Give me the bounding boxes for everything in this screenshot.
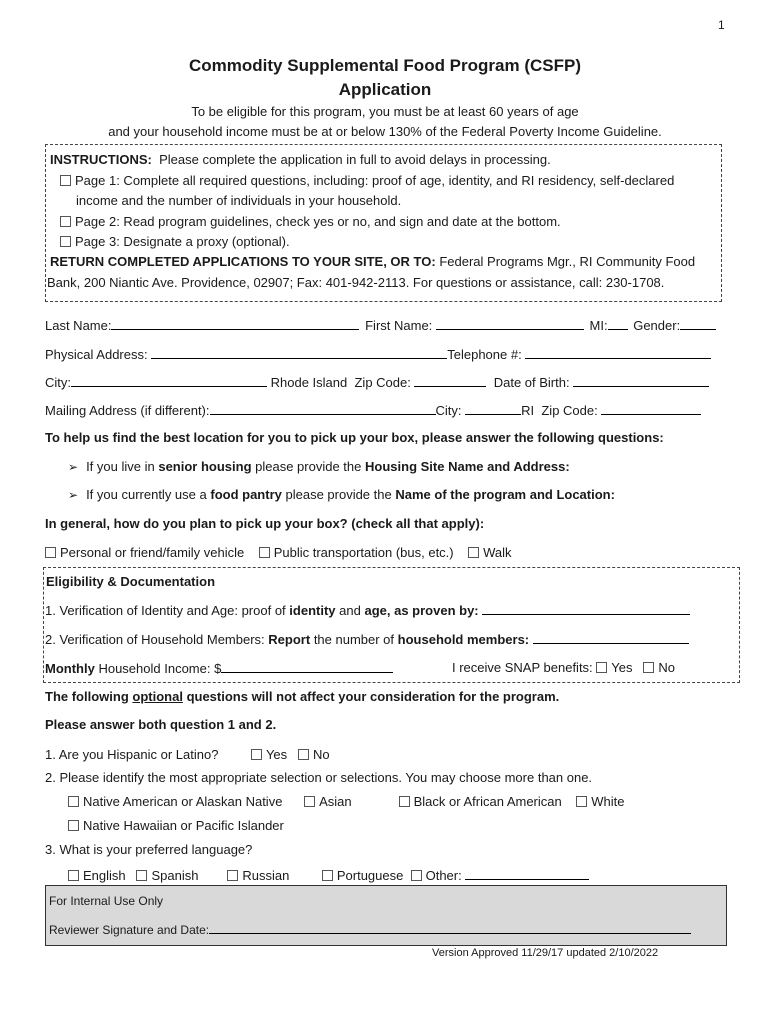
proof-field[interactable] xyxy=(482,602,690,615)
mi-field[interactable] xyxy=(608,317,628,330)
vehicle-checkbox[interactable] xyxy=(45,547,56,558)
optional-pre: The following xyxy=(45,689,129,704)
native-american-label: Native American or Alaskan Native xyxy=(83,794,283,809)
income-field[interactable] xyxy=(221,660,393,673)
telephone-label: Telephone #: xyxy=(447,347,522,362)
question-1 xyxy=(45,747,330,762)
mailing-city-field[interactable] xyxy=(465,402,521,415)
russian-checkbox[interactable] xyxy=(227,870,238,881)
address-row xyxy=(45,346,711,362)
white-label: White xyxy=(591,794,625,809)
ri-label: RI xyxy=(521,403,535,418)
name-row xyxy=(45,317,716,333)
pickup-question: In general, how do you plan to pick up your box? (check all that apply): xyxy=(45,516,485,531)
item1-identity: identity xyxy=(289,603,336,618)
language-row xyxy=(68,867,589,883)
food-pantry-item xyxy=(68,487,615,502)
arrow-icon: ➢ xyxy=(68,460,79,474)
instruction-item-2 xyxy=(60,214,561,229)
q1-text: 1. Are you Hispanic or Latino? xyxy=(45,747,219,762)
snap-yes-label: Yes xyxy=(611,660,633,675)
page-number: 1 xyxy=(718,18,725,32)
spanish-label: Spanish xyxy=(151,868,199,883)
asian-label: Asian xyxy=(319,794,352,809)
mailing-label: Mailing Address (if different): xyxy=(45,403,210,418)
reviewer-signature-field[interactable] xyxy=(209,923,691,934)
internal-use-label: For Internal Use Only xyxy=(49,894,164,908)
item2-mid: the number of xyxy=(313,632,395,647)
eligibility-item-2 xyxy=(45,631,689,647)
optional-note xyxy=(45,689,559,704)
ri-zip-field[interactable] xyxy=(601,402,701,415)
instruction-text: Page 1: Complete all required questions, including: proof of age, identity, and RI residency, self-declared xyxy=(75,173,675,188)
instruction-item-3 xyxy=(60,234,290,249)
hawaiian-checkbox[interactable] xyxy=(68,820,79,831)
last-name-field[interactable] xyxy=(111,317,359,330)
snap-no-checkbox[interactable] xyxy=(643,662,654,673)
snap-label: I receive SNAP benefits: xyxy=(452,660,593,675)
snap-yes-checkbox[interactable] xyxy=(596,662,607,673)
hispanic-no-label: No xyxy=(313,747,330,762)
pantry-bold: food pantry xyxy=(210,487,282,502)
item1-and: and xyxy=(339,603,361,618)
ri-zip-label: Zip Code: xyxy=(541,403,598,418)
russian-label: Russian xyxy=(242,868,290,883)
walk-checkbox[interactable] xyxy=(468,547,479,558)
item2-report: Report xyxy=(268,632,311,647)
senior-mid: please provide the xyxy=(255,459,362,474)
instruction-text: Page 2: Read program guidelines, check yes or no, and sign and date at the bottom. xyxy=(75,214,561,229)
item1-end: , as proven by: xyxy=(386,603,479,618)
black-label: Black or African American xyxy=(413,794,562,809)
return-text: Federal Programs Mgr., RI Community Food xyxy=(439,254,696,269)
spanish-checkbox[interactable] xyxy=(136,870,147,881)
bullet-box-icon xyxy=(60,236,71,247)
other-language-label: Other: xyxy=(425,868,462,883)
form-title-line2: Application xyxy=(338,80,432,99)
answer-instruction: Please answer both question 1 and 2. xyxy=(45,717,277,732)
city-field[interactable] xyxy=(71,374,267,387)
instructions-line xyxy=(50,152,551,167)
mailing-row xyxy=(45,402,701,418)
first-name-field[interactable] xyxy=(436,317,584,330)
income-monthly: Monthly xyxy=(45,661,95,676)
instructions-text: Please complete the application in full to avoid delays in processing. xyxy=(159,152,551,167)
state-label: Rhode Island xyxy=(270,375,348,390)
arrow-icon: ➢ xyxy=(68,488,79,502)
reviewer-label: Reviewer Signature and Date: xyxy=(49,923,210,937)
public-transport-label: Public transportation (bus, etc.) xyxy=(273,545,454,560)
city-row xyxy=(45,374,709,390)
portuguese-label: Portuguese xyxy=(336,868,404,883)
mailing-city-label: City: xyxy=(435,403,462,418)
bullet-box-icon xyxy=(60,216,71,227)
senior-housing-item xyxy=(68,459,570,474)
dob-field[interactable] xyxy=(573,374,709,387)
item2-household: household members: xyxy=(397,632,530,647)
instructions-label: INSTRUCTIONS: xyxy=(50,152,152,167)
instruction-item-1 xyxy=(60,173,674,188)
location-question: To help us find the best location for you to pick up your box, please answer the following questions: xyxy=(45,430,664,445)
senior-bold: senior housing xyxy=(158,459,252,474)
asian-checkbox[interactable] xyxy=(304,796,315,807)
return-label: RETURN COMPLETED APPLICATIONS TO YOUR SITE, OR TO: xyxy=(50,254,436,269)
vehicle-label: Personal or friend/family vehicle xyxy=(60,545,245,560)
income-row xyxy=(45,660,393,676)
walk-label: Walk xyxy=(483,545,512,560)
eligibility-item-1 xyxy=(45,602,690,618)
hispanic-yes-label: Yes xyxy=(265,747,288,762)
english-label: English xyxy=(83,868,126,883)
race-row-1 xyxy=(68,794,624,809)
gender-field[interactable] xyxy=(680,317,716,330)
hawaiian-label: Native Hawaiian or Pacific Islander xyxy=(83,818,284,833)
black-checkbox[interactable] xyxy=(399,796,410,807)
hispanic-yes-checkbox[interactable] xyxy=(251,749,262,760)
dob-label: Date of Birth: xyxy=(493,375,570,390)
other-language-checkbox[interactable] xyxy=(411,870,422,881)
telephone-field[interactable] xyxy=(525,346,711,359)
reviewer-row xyxy=(49,923,691,937)
english-checkbox[interactable] xyxy=(68,870,79,881)
optional-end: questions will not affect your consideration for the program. xyxy=(186,689,560,704)
pantry-mid: please provide the xyxy=(285,487,392,502)
eligibility-subtitle-2: and your household income must be at or below 130% of the Federal Poverty Income Guideline. xyxy=(108,124,662,139)
senior-end: Housing Site Name and Address: xyxy=(365,459,570,474)
bullet-box-icon xyxy=(60,175,71,186)
gender-label: Gender: xyxy=(633,318,681,333)
return-address: Bank, 200 Niantic Ave. Providence, 02907; Fax: 401-942-2113. For questions or assistance, call: 230-1708. xyxy=(47,275,665,290)
eligibility-heading: Eligibility & Documentation xyxy=(46,574,216,589)
last-name-label: Last Name: xyxy=(45,318,112,333)
physical-address-field[interactable] xyxy=(151,346,447,359)
instruction-item-1-cont: income and the number of individuals in your household. xyxy=(76,193,402,208)
return-line xyxy=(50,254,695,269)
income-label: Household Income: $ xyxy=(98,661,222,676)
version-note: Version Approved 11/29/17 updated 2/10/2022 xyxy=(432,947,659,959)
item1-text: 1. Verification of Identity and Age: proof of xyxy=(45,603,286,618)
pantry-text: If you currently use a xyxy=(86,487,207,502)
portuguese-checkbox[interactable] xyxy=(322,870,333,881)
mi-label: MI: xyxy=(589,318,608,333)
snap-no-label: No xyxy=(658,660,675,675)
item2-text: 2. Verification of Household Members: xyxy=(45,632,265,647)
optional-underlined: optional xyxy=(132,689,183,704)
other-language-field[interactable] xyxy=(465,867,589,880)
question-3: 3. What is your preferred language? xyxy=(45,842,253,857)
zip-label: Zip Code: xyxy=(354,375,411,390)
pantry-end: Name of the program and Location: xyxy=(395,487,615,502)
question-2: 2. Please identify the most appropriate selection or selections. You may choose more than one. xyxy=(45,770,593,785)
city-label: City: xyxy=(45,375,71,390)
physical-address-label: Physical Address: xyxy=(45,347,148,362)
senior-text: If you live in xyxy=(86,459,155,474)
household-members-field[interactable] xyxy=(533,631,689,644)
public-transport-checkbox[interactable] xyxy=(259,547,270,558)
race-row-2 xyxy=(68,818,284,833)
hispanic-no-checkbox[interactable] xyxy=(298,749,309,760)
pickup-options xyxy=(45,545,511,560)
instruction-text: Page 3: Designate a proxy (optional). xyxy=(75,234,290,249)
zip-field[interactable] xyxy=(414,374,486,387)
first-name-label: First Name: xyxy=(365,318,433,333)
form-title: Commodity Supplemental Food Program (CSFP) xyxy=(189,56,581,75)
mailing-field[interactable] xyxy=(210,402,436,415)
item1-age: age xyxy=(364,603,387,618)
native-american-checkbox[interactable] xyxy=(68,796,79,807)
white-checkbox[interactable] xyxy=(576,796,587,807)
eligibility-subtitle: To be eligible for this program, you must be at least 60 years of age xyxy=(191,104,579,119)
snap-row xyxy=(452,660,675,675)
